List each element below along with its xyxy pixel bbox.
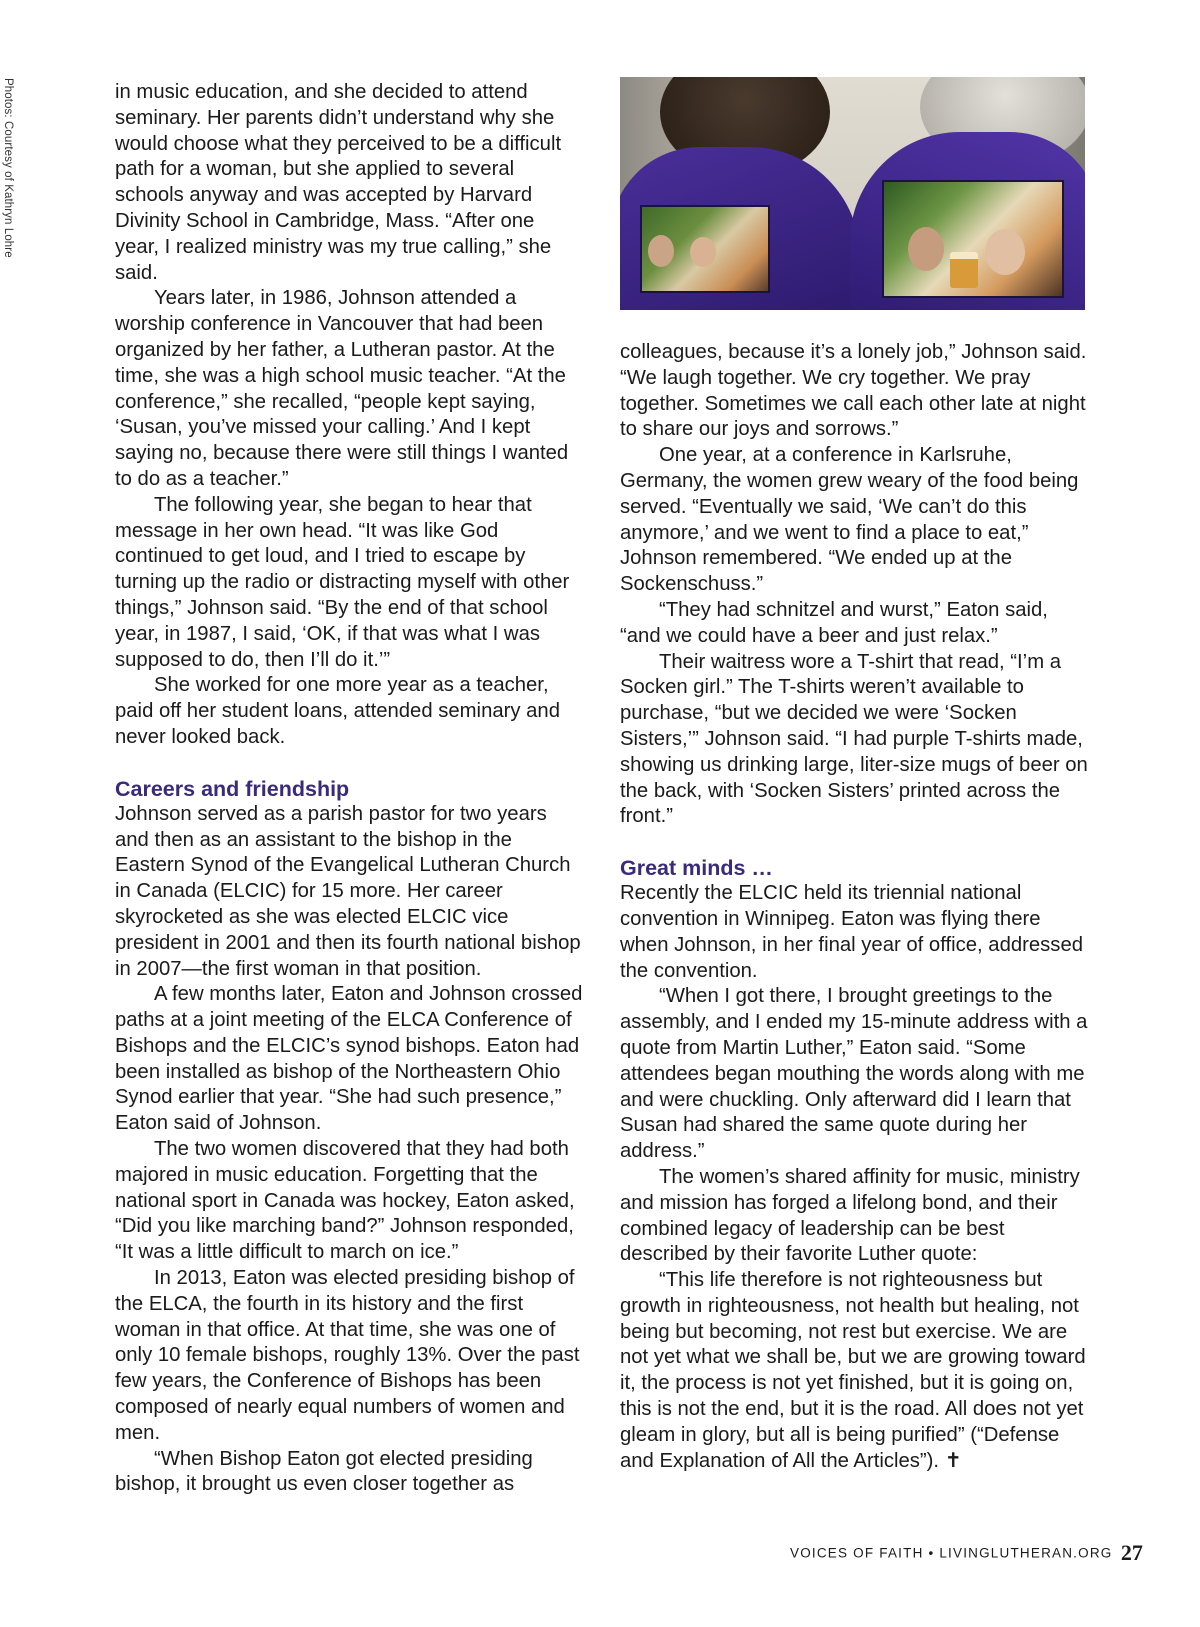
paragraph: The women’s shared affinity for music, ministry and mission has forged a lifelong bond, and their combined legacy of leadership can be best described by their favorite Luther quote: — [620, 1165, 1080, 1266]
article-column-left — [115, 80, 583, 1498]
paragraph: She worked for one more year as a teacher, paid off her student loans, attended seminary and never looked back. — [115, 674, 560, 748]
paragraph: in music education, and she decided to attend seminary. Her parents didn’t understand why she would choose what they perceived to be a difficult path for a woman, but she applied to several schools anyway and was accepted by Harvard Divinity School in Cambridge, Mass. “After one year, I realized ministry was my true calling,” she said. — [115, 81, 562, 284]
page-number: 27 — [1120, 1540, 1143, 1565]
paragraph: The two women discovered that they had both majored in music education. Forgetting that the national sport in Canada was hockey, Eaton asked, “Did you like marching band?” Johnson responded, “It was a little difficult to march on ice.” — [115, 1138, 575, 1264]
paragraph: “When Bishop Eaton got elected presiding bishop, it brought us even closer together as — [115, 1447, 533, 1496]
paragraph: Years later, in 1986, Johnson attended a worship conference in Vancouver that had been organized by her father, a Lutheran pastor. At the time, she was a high school music teacher. “At the conference,” she recalled, “people kept saying, ‘Susan, you’ve missed your calling.’ And I kept saying no, because there were still things I wanted to do as a teacher.” — [115, 287, 569, 490]
paragraph: Their waitress wore a T-shirt that read, “I’m a Socken girl.” The T-shirts weren’t available to purchase, “but we decided we were ‘Socken Sisters,’” Johnson said. “I had purple T-shirts made, showing us drinking large, liter-size mugs of beer on the back, with ‘Socken Sisters’ printed across the front.” — [620, 650, 1088, 828]
article-photo — [620, 77, 1085, 310]
paragraph: “They had schnitzel and wurst,” Eaton said, “and we could have a beer and just relax.” — [620, 598, 1048, 647]
section-heading-careers: Careers and friendship — [115, 776, 350, 801]
footer-publication-label: VOICES OF FAITH • LIVINGLUTHERAN.ORG — [790, 1545, 1113, 1561]
photo-credit: Photos: Courtesy of Kathryn Lohre — [2, 78, 14, 258]
paragraph: In 2013, Eaton was elected presiding bishop of the ELCA, the fourth in its history and the first woman in that office. At that time, she was one of only 10 female bishops, roughly 13%. Over the past few years, the Conference of Bishops has been composed of nearly equal numbers of women and men. — [115, 1267, 580, 1444]
paragraph: The following year, she began to hear that message in her own head. “It was like God continued to get loud, and I tried to escape by turning up the radio or distracting myself with other things,” Johnson said. “By the end of that school year, in 1987, I said, ‘OK, if that was what I was supposed to do, then I’ll do it.’” — [115, 493, 570, 671]
section-heading-great-minds: Great minds … — [620, 856, 773, 881]
paragraph: “This life therefore is not righteousness but growth in righteousness, not health but healing, not being but becoming, not rest but exercise. We are not yet what we shall be, but we are growing toward it, the process is not yet finished, but it is going on, this is not the end, but it is the road. All does not yet gleam in glory, but all is being purified” (“Defense and Explanation of All the Articles”). ✝ — [620, 1269, 1086, 1472]
paragraph: One year, at a conference in Karlsruhe, Germany, the women grew weary of the food being served. “Eventually we said, ‘We can’t do this anymore,’ and we went to find a place to eat,” Johnson remembered. “We ended up at the Sockenschuss.” — [620, 444, 1079, 596]
paragraph: A few months later, Eaton and Johnson crossed paths at a joint meeting of the ELCA Conference of Bishops and the ELCIC’s synod bishops. Eaton had been installed as bishop of the Northeastern Ohio Synod earlier that year. “She had such presence,” Eaton said of Johnson. — [115, 983, 583, 1135]
beer-mug-icon — [950, 252, 978, 288]
paragraph: Johnson served as a parish pastor for two years and then as an assistant to the bishop in the Eastern Synod of the Evangelical Lutheran Church in Canada (ELCIC) for 15 more. Her career skyrocketed as she was elected ELCIC vice president in 2001 and then its fourth national bishop in 2007—the first woman in that position. — [115, 802, 581, 980]
page-footer — [790, 1540, 1143, 1566]
paragraph: Recently the ELCIC held its triennial national convention in Winnipeg. Eaton was flying there when Johnson, in her final year of office, addressed the convention. — [620, 882, 1084, 982]
paragraph: colleagues, because it’s a lonely job,” Johnson said. “We laugh together. We cry together. We pray together. Sometimes we call each other late at night to share our joys and sorrows.” — [620, 341, 1087, 441]
paragraph: “When I got there, I brought greetings to the assembly, and I ended my 15-minute address with a quote from Martin Luther,” Eaton said. “Some attendees began mouthing the words along with me and were chuckling. Only afterward did I learn that Susan had shared the same quote during her address.” — [620, 985, 1088, 1163]
article-column-right — [620, 340, 1088, 1474]
